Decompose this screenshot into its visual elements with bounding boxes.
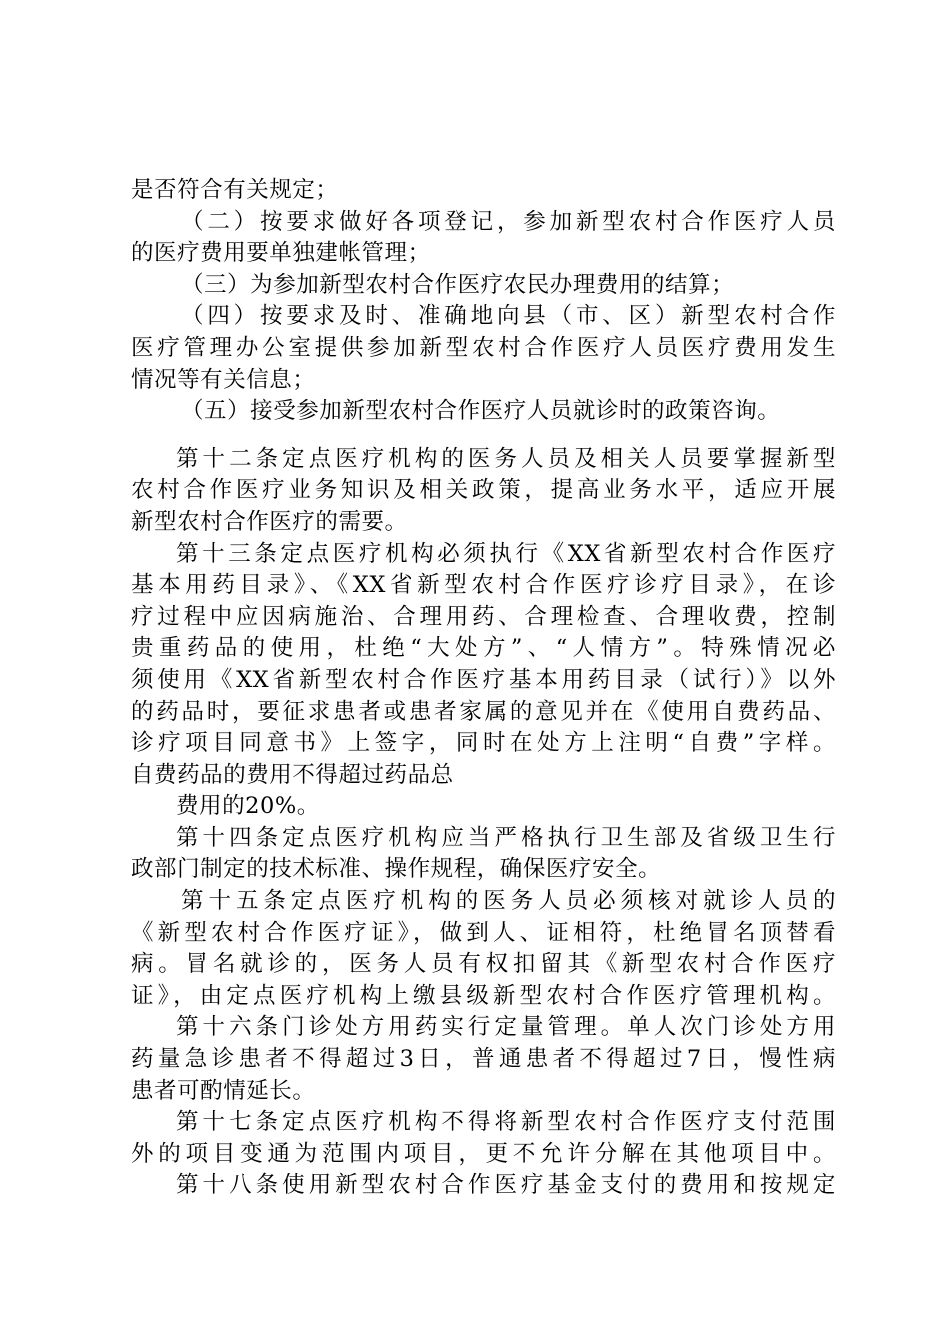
text-line: （四）按要求及时、准确地向县（市、区）新型农村合作	[181, 303, 836, 330]
text-line: 外的项目变通为范围内项目，更不允许分解在其他项目中。	[131, 1140, 836, 1167]
text-line: 第十七条定点医疗机构不得将新型农村合作医疗支付范围	[176, 1109, 836, 1136]
text-line: 费用的20%。	[176, 793, 320, 820]
document-body	[131, 175, 836, 1202]
text-line: 第十八条使用新型农村合作医疗基金支付的费用和按规定	[176, 1172, 836, 1199]
text-line: 的医疗费用要单独建帐管理；	[131, 240, 431, 267]
text-line: 的药品时，要征求患者或患者家属的意见并在《使用自费药品、	[131, 698, 836, 725]
paragraph-gap	[131, 428, 836, 444]
text-line: （二）按要求做好各项登记，参加新型农村合作医疗人员	[181, 208, 836, 235]
text-line: 新型农村合作医疗的需要。	[131, 508, 408, 535]
text-line: 患者可酌情延长。	[131, 1077, 316, 1104]
text-line: 第十五条定点医疗机构的医务人员必须核对就诊人员的	[181, 888, 836, 915]
text-line: 《新型农村合作医疗证》，做到人、证相符，杜绝冒名顶替看	[131, 919, 836, 946]
text-line: 农村合作医疗业务知识及相关政策，提高业务水平，适应开展	[131, 477, 836, 504]
text-line: 第十六条门诊处方用药实行定量管理。单人次门诊处方用	[176, 1014, 836, 1041]
text-line: 医疗管理办公室提供参加新型农村合作医疗人员医疗费用发生	[131, 334, 836, 361]
text-line: 情况等有关信息；	[131, 366, 316, 393]
text-line: 第十二条定点医疗机构的医务人员及相关人员要掌握新型	[176, 445, 836, 472]
text-line: 诊疗项目同意书》上签字，同时在处方上注明“自费”字样。	[131, 730, 836, 757]
text-line: （五）接受参加新型农村合作医疗人员就诊时的政策咨询。	[181, 398, 781, 425]
text-line: 基本用药目录》、《XX省新型农村合作医疗诊疗目录》，在诊	[131, 572, 836, 599]
text-line: 疗过程中应因病施治、合理用药、合理检查、合理收费，控制	[131, 603, 836, 630]
text-line: 是否符合有关规定；	[131, 177, 339, 203]
text-line: 须使用《XX省新型农村合作医疗基本用药目录（试行）》以外	[131, 666, 836, 693]
text-line: （三）为参加新型农村合作医疗农民办理费用的结算；	[181, 271, 735, 298]
text-line: 贵重药品的使用，杜绝“大处方”、“人情方”。特殊情况必	[131, 635, 836, 662]
text-line: 政部门制定的技术标准、操作规程，确保医疗安全。	[131, 856, 662, 883]
text-line: 自费药品的费用不得超过药品总	[131, 761, 454, 788]
text-line: 证》，由定点医疗机构上缴县级新型农村合作医疗管理机构。	[131, 982, 836, 1009]
text-line: 病。冒名就诊的，医务人员有权扣留其《新型农村合作医疗	[131, 951, 836, 978]
text-line: 第十三条定点医疗机构必须执行《XX省新型农村合作医疗	[176, 540, 836, 567]
text-line: 第十四条定点医疗机构应当严格执行卫生部及省级卫生行	[176, 824, 836, 851]
text-line: 药量急诊患者不得超过3日，普通患者不得超过7日，慢性病	[131, 1046, 836, 1073]
